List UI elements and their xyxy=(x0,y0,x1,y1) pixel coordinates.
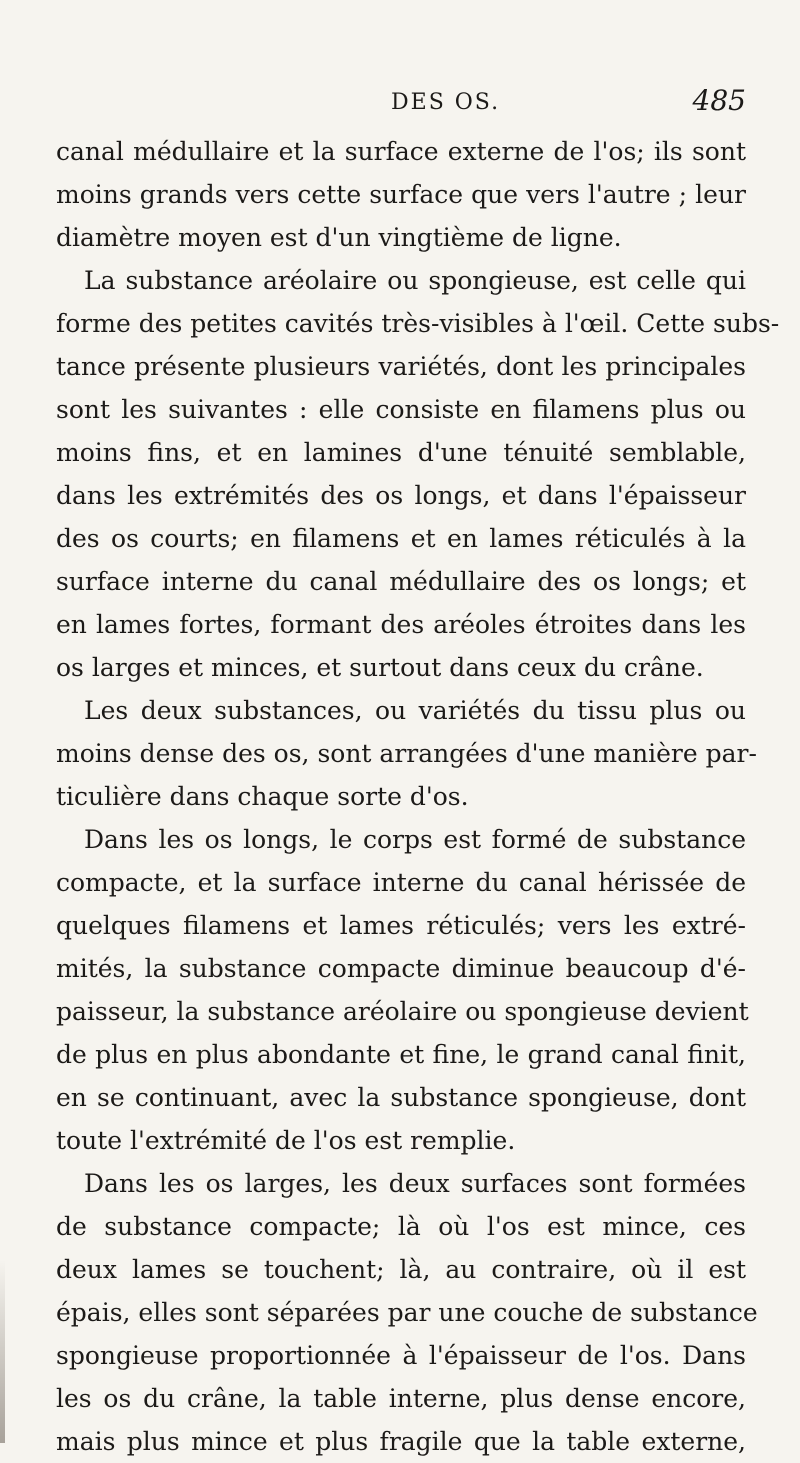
text-line: moins dense des os, sont arrangées d'une manière par- xyxy=(56,739,757,768)
text-line: quelques filamens et lames réticulés; vers les extré- xyxy=(56,911,746,940)
text-line: forme des petites cavités très-visibles à l'œil. Cette subs- xyxy=(56,309,780,338)
running-head-title: DES OS. xyxy=(391,90,501,115)
text-line: canal médullaire et la surface externe de l'os; ils sont xyxy=(56,137,746,166)
text-line: La substance aréolaire ou spongieuse, est celle qui xyxy=(84,266,746,295)
text-line: sont les suivantes : elle consiste en filamens plus ou xyxy=(56,395,746,424)
text-line: surface interne du canal médullaire des os longs; et xyxy=(56,567,746,596)
text-line: en lames fortes, formant des aréoles étroites dans les xyxy=(56,610,746,639)
text-line: os larges et minces, et surtout dans ceux du crâne. xyxy=(56,653,704,682)
text-line: Dans les os longs, le corps est formé de substance xyxy=(84,825,746,854)
text-line: ticulière dans chaque sorte d'os. xyxy=(56,782,469,811)
text-line: deux lames se touchent; là, au contraire, où il est xyxy=(56,1255,746,1284)
page-number: 485 xyxy=(692,84,746,117)
text-line: de plus en plus abondante et fine, le grand canal finit, xyxy=(56,1040,746,1069)
text-line: des os courts; en filamens et en lames réticulés à la xyxy=(56,524,746,553)
text-line: moins fins, et en lamines d'une ténuité semblable, xyxy=(56,438,746,467)
page-gutter-shadow xyxy=(0,1260,5,1443)
text-line: épais, elles sont séparées par une couche de substance xyxy=(56,1298,758,1327)
text-line: dans les extrémités des os longs, et dans l'épaisseur xyxy=(56,481,746,510)
text-line: moins grands vers cette surface que vers l'autre ; leur xyxy=(56,180,746,209)
text-line: mais plus mince et plus fragile que la table externe, xyxy=(56,1427,746,1456)
text-line: en se continuant, avec la substance spongieuse, dont xyxy=(56,1083,746,1112)
text-line: spongieuse proportionnée à l'épaisseur de l'os. Dans xyxy=(56,1341,746,1370)
text-line: tance présente plusieurs variétés, dont les principales xyxy=(56,352,746,381)
running-head xyxy=(56,84,746,130)
body-text xyxy=(56,130,780,1463)
text-line: Les deux substances, ou variétés du tissu plus ou xyxy=(84,696,746,725)
text-line: les os du crâne, la table interne, plus dense encore, xyxy=(56,1384,746,1413)
text-line: de substance compacte; là où l'os est mince, ces xyxy=(56,1212,746,1241)
text-line: paisseur, la substance aréolaire ou spongieuse devient xyxy=(56,997,749,1026)
text-line: compacte, et la surface interne du canal hérissée de xyxy=(56,868,746,897)
text-line: diamètre moyen est d'un vingtième de ligne. xyxy=(56,223,622,252)
text-line: toute l'extrémité de l'os est remplie. xyxy=(56,1126,516,1155)
text-line: mités, la substance compacte diminue beaucoup d'é- xyxy=(56,954,746,983)
text-line: Dans les os larges, les deux surfaces sont formées xyxy=(84,1169,746,1198)
